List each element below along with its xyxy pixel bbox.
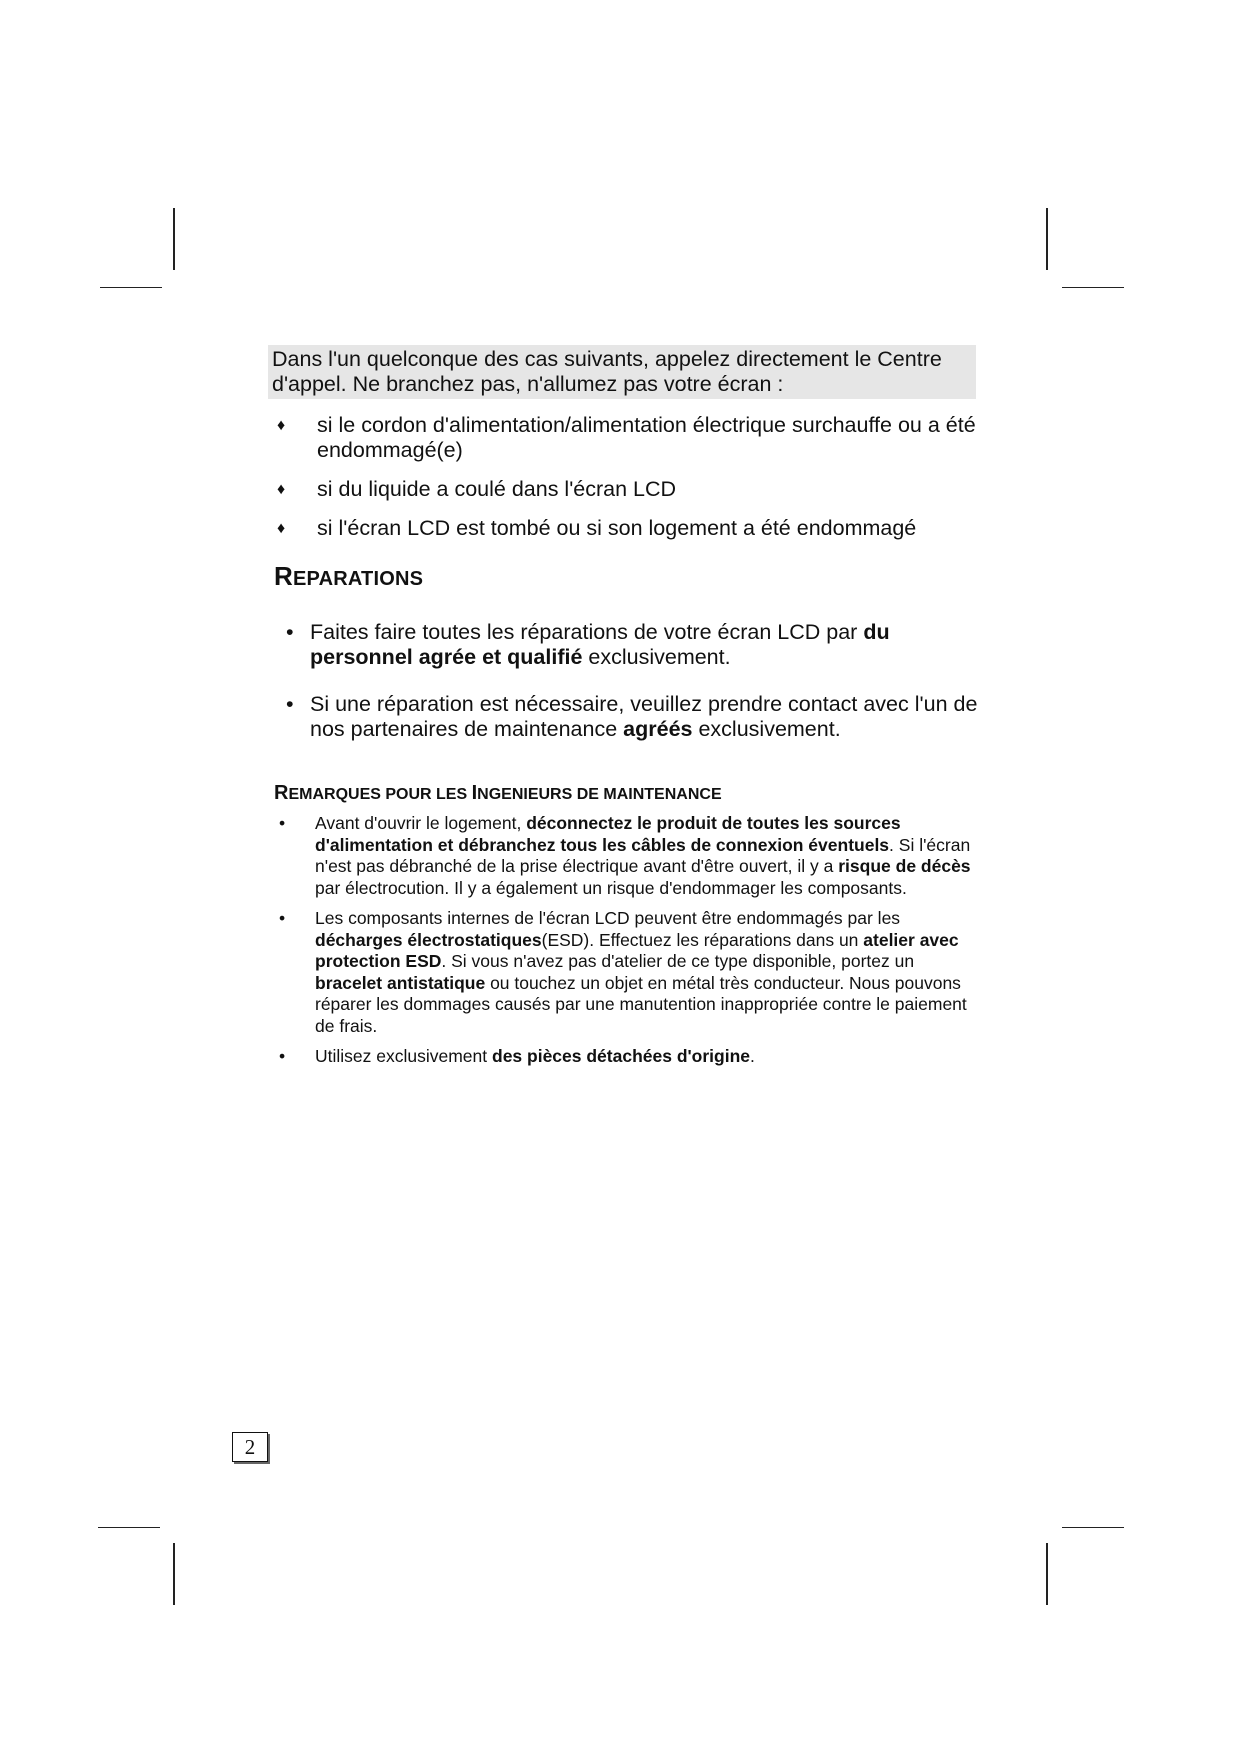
text-run: (ESD). Effectuez les réparations dans un: [541, 929, 864, 950]
bold-run: agréés: [623, 717, 693, 741]
list-item: [268, 813, 983, 899]
text-run: Les composants internes de l'écran LCD peuvent être endommagés par les: [315, 908, 901, 928]
crop-mark-top-right-vertical: [1046, 208, 1048, 270]
text-run: . Si vous n'avez pas d'atelier de ce type disponible, portez un: [441, 951, 915, 971]
crop-mark-bottom-right-horizontal: [1062, 1527, 1124, 1528]
list-item: [268, 692, 983, 742]
crop-mark-bottom-left-horizontal: [98, 1527, 160, 1528]
maintenance-remarks-heading: [274, 782, 983, 805]
bold-run: des pièces détachées d'origine: [492, 1046, 751, 1066]
bold-run: décharges électrostatiques: [315, 929, 542, 950]
crop-mark-top-left-horizontal: [100, 287, 162, 288]
heading-initial: I: [471, 782, 478, 804]
bold-run: bracelet antistatique: [315, 972, 486, 993]
text-run: Avant d'ouvrir le logement,: [315, 813, 527, 833]
bold-run: déconnectez le produit de toutes les sources d'alimentation et débranchez tous les câbles de connexion éventuels: [315, 813, 901, 855]
bullet-icon: •: [279, 1046, 286, 1066]
list-item: [268, 1046, 983, 1068]
bold-run: atelier avec protection ESD: [315, 929, 959, 971]
bullet-icon: •: [279, 908, 286, 928]
page-number: 2: [232, 1432, 268, 1462]
list-item-text: si du liquide a coulé dans l'écran LCD: [317, 477, 677, 501]
list-item: [268, 908, 983, 1037]
list-item: [268, 413, 983, 463]
page-content: [268, 345, 983, 1077]
list-item: [268, 516, 983, 541]
diamond-bullet-icon: ♦: [277, 520, 286, 537]
text-run: . Si l'écran n'est pas débranché de la prise électrique avant d'être ouvert, il y a: [315, 834, 971, 876]
text-run: exclusivement.: [692, 717, 841, 741]
maintenance-remarks-list: [268, 813, 983, 1068]
bullet-icon: •: [286, 620, 294, 644]
list-item: [268, 620, 983, 670]
heading-initial: R: [274, 561, 293, 591]
text-run: .: [750, 1046, 755, 1066]
text-run: par électrocution. Il y a également un risque d'endommager les composants.: [315, 877, 907, 898]
crop-mark-bottom-left-vertical: [173, 1543, 175, 1605]
crop-mark-top-right-horizontal: [1062, 287, 1124, 288]
heading-rest: NGENIEURS DE MAINTENANCE: [477, 786, 722, 803]
warning-list: [268, 413, 983, 541]
bold-run: du personnel agrée et qualifié: [310, 620, 890, 669]
list-item-text: si l'écran LCD est tombé ou si son logement a été endommagé: [317, 516, 917, 540]
diamond-bullet-icon: ♦: [277, 417, 286, 434]
bullet-icon: •: [286, 692, 294, 716]
warning-notice: Dans l'un quelconque des cas suivants, appelez directement le Centre d'appel. Ne branchez pas, n'allumez pas votre écran :: [268, 345, 976, 399]
text-run: exclusivement.: [582, 645, 731, 669]
text-run: Si une réparation est nécessaire, veuillez prendre contact avec l'un de nos partenaires de maintenance: [310, 692, 978, 741]
repairs-heading: [274, 561, 983, 592]
text-run: Utilisez exclusivement: [315, 1046, 492, 1066]
list-item: [268, 477, 983, 502]
list-item-text: si le cordon d'alimentation/alimentation électrique surchauffe ou a été endommagé(e): [317, 413, 976, 462]
heading-initial: R: [274, 782, 289, 804]
heading-rest: EMARQUES POUR LES: [288, 786, 472, 803]
text-run: Faites faire toutes les réparations de votre écran LCD par: [310, 620, 864, 644]
text-run: ou touchez un objet en métal très conducteur. Nous pouvons réparer les dommages causés par une manutention inappropriée contre le paiement de frais.: [315, 972, 967, 1036]
crop-mark-top-left-vertical: [173, 208, 175, 270]
heading-rest: EPARATIONS: [292, 568, 424, 590]
repairs-list: [268, 620, 983, 742]
bold-run: risque de décès: [838, 856, 971, 876]
bullet-icon: •: [279, 813, 286, 833]
crop-mark-bottom-right-vertical: [1046, 1543, 1048, 1605]
diamond-bullet-icon: ♦: [277, 481, 286, 498]
